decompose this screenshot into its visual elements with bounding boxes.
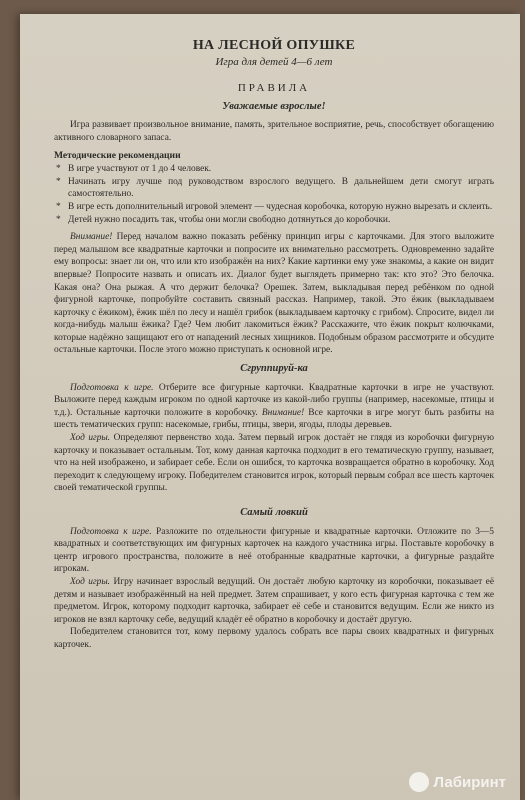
game1-prep-lead: Подготовка к игре. xyxy=(70,382,154,393)
attention-paragraph xyxy=(54,231,494,357)
game1-heading: Сгруппируй-ка xyxy=(240,363,308,375)
labirint-logo-icon xyxy=(409,772,429,792)
method-item: * Детей нужно посадить так, чтобы они могли свободно дотянуться до коробочки. xyxy=(54,214,494,227)
game1-attention-lead: Внимание! xyxy=(261,407,305,418)
game2-move-text: Игру начинает взрослый ведущий. Он достаёт любую карточку из коробочки, показывает её детям и называет изображённый на ней предмет. Затем спрашивает, у кого есть фигурная карточка с тем же предметом. Игрок, которому подходит карточка, забирает её себе и становится ведущим. Если же никто из игроков не взял карточку себе, ведущий кладёт её обратно в коробочку и достаёт другую. xyxy=(54,576,494,625)
game2-prep-text: Разложите по отдельности фигурные и квадратные карточки. Отложите по 3—5 квадратных и соответствующих им фигурных карточек на каждого участника игры. Поставьте коробочку в центр игрового пространства, положите в неё отобранные квадратные карточки, а фигурные раздайте игрокам. xyxy=(54,526,494,575)
labirint-watermark xyxy=(409,772,506,792)
game1-move-lead: Ход игры. xyxy=(70,433,111,444)
greeting-heading: Уважаемые взрослые! xyxy=(222,100,326,112)
method-item: * В игре есть дополнительный игровой элемент — чудесная коробочка, которую нужно вырезать и склеить. xyxy=(54,201,494,214)
intro-paragraph: Игра развивает произвольное внимание, память, зрительное восприятие, речь, способствует обогащению активного словарного запаса. xyxy=(54,120,494,143)
game2-prep-paragraph xyxy=(54,526,494,576)
method-item: * Начинать игру лучше под руководством взрослого ведущего. В дальнейшем дети смогут играть самостоятельно. xyxy=(54,176,494,201)
method-item: * В игре участвуют от 1 до 4 человек. xyxy=(54,163,494,176)
game2-heading: Самый ловкий xyxy=(240,507,308,518)
game2-move-paragraph xyxy=(54,576,494,626)
page-title: НА ЛЕСНОЙ ОПУШКЕ xyxy=(192,38,356,53)
method-list xyxy=(54,163,494,226)
attention-lead: Внимание! xyxy=(70,232,113,243)
game2-winner-paragraph: Победителем становится тот, кому первому удалось собрать все пары своих квадратных и фигурных карточек. xyxy=(54,627,494,650)
page-content xyxy=(54,40,494,652)
game2-move-lead: Ход игры. xyxy=(70,576,111,587)
game1-move-paragraph xyxy=(54,432,494,495)
method-heading: Методические рекомендации xyxy=(54,149,181,161)
game2-prep-lead: Подготовка к игре. xyxy=(70,526,152,537)
game1-prep-text: Отберите все фигурные карточки. Квадратные карточки в игре не участвуют. Выложите перед каждым игроком по одной карточке из какой-либо группы (например, насекомые, птицы и т.д.). Остальные карточки положите в коробочку. xyxy=(54,382,494,418)
game1-prep-paragraph xyxy=(54,382,494,432)
page-subtitle: Игра для детей 4—6 лет xyxy=(215,55,333,68)
rules-heading: ПРАВИЛА xyxy=(237,82,311,95)
game1-attention-text: Все карточки в игре могут быть разбиты на шесть тематических групп: насекомые, грибы, птицы, звери, ягоды, плоды деревьев. xyxy=(54,407,494,431)
watermark-text: Лабиринт xyxy=(433,773,506,791)
book-page xyxy=(20,14,520,800)
attention-text: Перед началом важно показать ребёнку принцип игры с карточками. Для этого выложите перед малышом все квадратные карточки и попросите их внимательно рассмотреть. Одновременно задайте ему вопросы: знает ли он, что или кто изображён на них? Какие картинки ему уже знакомы, а какие он видит впервые? Попросите назвать и описать их. Диалог будет выглядеть примерно так: кто это? Это белочка. Какая она? Она рыжая. А что держит белочка? Орешек. Затем, выкладывая перед ребёнком по одной фигурной карточке, попробуйте составить связный рассказ. Например, такой. Это ёжик (выкладываем карточку с ёжиком), ёжик шёл по лесу и нашёл грибок (выкладываем карточку с грибом). Спросите, видел ли когда-нибудь малыш ёжика? Где? Чем любит лакомиться ёжик? Расскажите, что ёжик покрыт колючками, которые надёжно защищают его от нападений лесных хищников. Подобным образом рассмотрите и обсудите остальные карточки. После этого можно приступать к основной игре. xyxy=(54,232,494,356)
game1-move-text: Определяют первенство хода. Затем первый игрок достаёт не глядя из коробочки фигурную карточку и показывает остальным. Тот, кому данная карточка подходит в его тематическую группу, называет, что на ней изображено, и забирает себе. Если он ошибся, то карточка возвращается обратно в коробочку. Ход переходит к следующему игроку. Победителем становится игрок, который первым собрал все шесть карточек своей тематической группы. xyxy=(54,433,494,494)
